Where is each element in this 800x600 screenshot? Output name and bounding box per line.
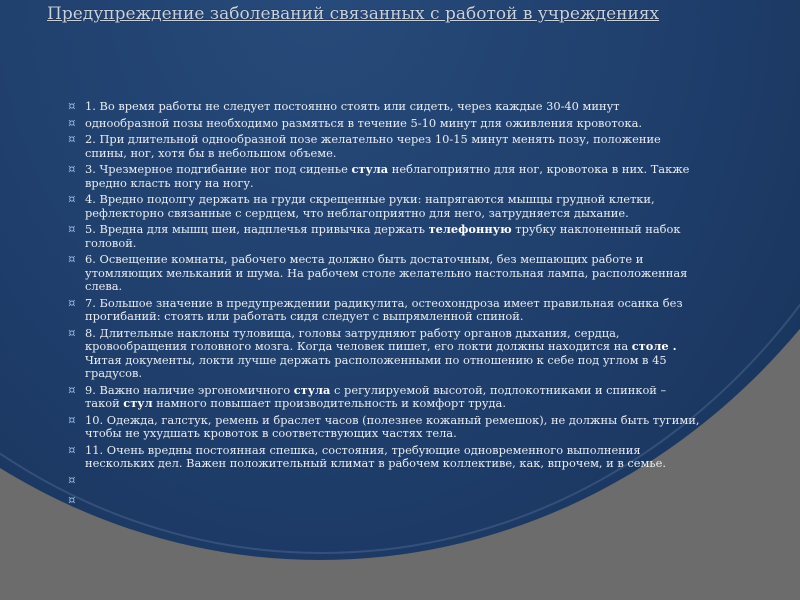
empty-list-item	[68, 474, 700, 491]
list-item	[68, 327, 700, 381]
slide-title: Предупреждение заболеваний связанных с работой в учреждениях	[47, 4, 660, 24]
bullet-icon: ¤	[68, 472, 76, 487]
bullet-icon: ¤	[68, 222, 76, 236]
item-emphasis: стула	[293, 382, 331, 397]
item-text: 6. Освещение комнаты, рабочего места должно быть достаточным, без мешающих работе и утомляющих мельканий и шума. На рабочем столе желательно настольная лампа, расположенная слева.	[85, 252, 688, 293]
item-text: 3. Чрезмерное подгибание ног под сиденье	[85, 162, 352, 176]
bullet-list	[68, 100, 700, 514]
item-text: 5. Вредна для мышц шеи, надплечья привычка держать	[85, 222, 429, 236]
list-item	[68, 223, 700, 250]
bullet-icon: ¤	[68, 382, 76, 397]
item-text: 2. При длительной однообразной позе желательно через 10-15 минут менять позу, положение спины, ног, хотя бы в небольшом объеме.	[85, 132, 661, 160]
item-text: однообразной позы необходимо размяться в течение 5-10 минут для оживления кровотока.	[85, 115, 643, 130]
list-item	[68, 193, 700, 220]
item-emphasis: телефонную	[428, 222, 512, 236]
list-item	[68, 163, 700, 190]
item-text: с регулируемой высотой, подлокотниками и спинкой – такой	[85, 382, 667, 410]
bullet-icon: ¤	[68, 325, 76, 340]
bullet-icon: ¤	[68, 252, 76, 266]
empty-list-item	[68, 494, 700, 511]
item-text: 8. Длительные наклоны туловища, головы затрудняют работу органов дыхания, сердца, кровообращения головного мозга. Когда человек пишет, его локти должны находится на	[85, 325, 632, 353]
list-item	[68, 414, 700, 441]
item-text: 1. Во время работы не следует постоянно стоять или сидеть, через каждые 30-40 минут	[85, 99, 620, 113]
list-item	[68, 297, 700, 324]
bullet-icon: ¤	[68, 442, 76, 457]
list-item	[68, 384, 700, 411]
list-item	[68, 133, 700, 160]
bullet-icon: ¤	[68, 162, 76, 176]
item-emphasis: стула	[351, 162, 389, 176]
item-text: намного повышает производительность и комфорт труда.	[152, 396, 506, 410]
bullet-icon: ¤	[68, 132, 76, 146]
bullet-icon: ¤	[68, 192, 76, 206]
bullet-icon: ¤	[68, 99, 76, 113]
list-item	[68, 117, 700, 131]
bullet-icon: ¤	[68, 412, 76, 427]
list-item	[68, 100, 700, 114]
item-emphasis: столе .	[631, 339, 677, 353]
bullet-icon: ¤	[68, 115, 76, 130]
item-text: 4. Вредно подолгу держать на груди скрещенные руки: напрягаются мышцы грудной клетки, рефлекторно связанные с сердцем, что неблагоприятно для него, затрудняется дыхание.	[85, 192, 655, 220]
item-text: 7. Большое значение в предупреждении радикулита, остеохондроза имеет правильная осанка без прогибаний: стоять или работать сидя следует с выпрямленной спиной.	[85, 295, 683, 323]
item-text: трубку наклоненный набок головой.	[85, 222, 681, 250]
item-text: неблагоприятно для ног, кровотока в них. Также вредно класть ногу на ногу.	[85, 162, 690, 190]
item-text: 10. Одежда, галстук, ремень и браслет часов (полезнее кожаный ремешок), не должны быть тугими, чтобы не ухудшать кровоток в соответствующих частях тела.	[85, 412, 700, 440]
bullet-icon: ¤	[68, 295, 76, 310]
item-text: 9. Важно наличие эргономичного	[85, 382, 294, 397]
item-text: 11. Очень вредны постоянная спешка, состояния, требующие одновременного выполнения нескольких дел. Важен положительный климат в рабочем коллективе, как, впрочем, и в семье.	[85, 442, 666, 470]
list-item	[68, 444, 700, 471]
list-item	[68, 253, 700, 294]
item-text: Читая документы, локти лучше держать расположенными по отношению к себе под углом в 45 градусов.	[85, 352, 667, 380]
bullet-icon: ¤	[68, 492, 76, 507]
item-emphasis: стул	[123, 396, 153, 410]
